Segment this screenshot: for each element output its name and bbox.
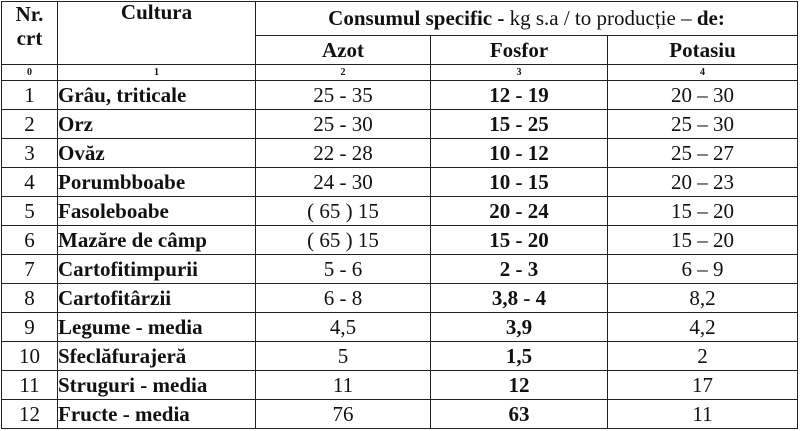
column-index-row [2,65,798,81]
table-row [2,168,798,197]
column-index: 2 [256,65,431,81]
row-number: 9 [2,313,58,342]
crop-name: Fructe - media [58,400,256,429]
row-number: 10 [2,342,58,371]
fosfor-value: 63 [431,400,608,429]
potasiu-value: 25 – 30 [608,110,798,139]
consumption-table [1,1,798,429]
column-index: 3 [431,65,608,81]
crop-name: Fasoleboabe [58,197,256,226]
fosfor-value: 10 - 15 [431,168,608,197]
azot-value: 25 - 35 [256,81,431,110]
header-azot: Azot [256,36,431,65]
table-row [2,400,798,429]
crop-name: Struguri - media [58,371,256,400]
header-nr-line2: crt [16,26,43,51]
row-number: 6 [2,226,58,255]
crop-name: Cartofitârzii [58,284,256,313]
fosfor-value: 1,5 [431,342,608,371]
header-nr-crt [2,2,58,65]
row-number: 2 [2,110,58,139]
table-row [2,371,798,400]
table-row [2,139,798,168]
header-consum-bold: Consumul specific - [328,6,505,30]
fosfor-value: 15 - 25 [431,110,608,139]
header-consum-de: de: [696,6,725,30]
column-index: 1 [58,65,256,81]
header-consum-specific [256,2,798,36]
table-body [2,81,798,429]
fosfor-value: 10 - 12 [431,139,608,168]
potasiu-value: 20 – 23 [608,168,798,197]
header-fosfor: Fosfor [431,36,608,65]
crop-name: Sfeclăfurajeră [58,342,256,371]
azot-value: 76 [256,400,431,429]
crop-name: Grâu, triticale [58,81,256,110]
header-row [2,2,798,36]
crop-name: Porumbboabe [58,168,256,197]
azot-value: 22 - 28 [256,139,431,168]
header-consum-unit: kg s.a / to producție – [504,6,697,30]
header-nr-line1: Nr. [15,2,44,26]
row-number: 7 [2,255,58,284]
fosfor-value: 3,8 - 4 [431,284,608,313]
azot-value: ( 65 ) 15 [256,197,431,226]
crop-name: Cartofitimpurii [58,255,256,284]
potasiu-value: 15 – 20 [608,226,798,255]
crop-name: Legume - media [58,313,256,342]
row-number: 8 [2,284,58,313]
azot-value: 6 - 8 [256,284,431,313]
row-number: 1 [2,81,58,110]
azot-value: 5 - 6 [256,255,431,284]
fosfor-value: 20 - 24 [431,197,608,226]
table-row [2,81,798,110]
header-cultura: Cultura [58,2,256,65]
azot-value: 4,5 [256,313,431,342]
column-index: 4 [608,65,798,81]
azot-value: ( 65 ) 15 [256,226,431,255]
row-number: 11 [2,371,58,400]
fosfor-value: 2 - 3 [431,255,608,284]
crop-name: Orz [58,110,256,139]
crop-name: Ovăz [58,139,256,168]
potasiu-value: 8,2 [608,284,798,313]
potasiu-value: 20 – 30 [608,81,798,110]
row-number: 4 [2,168,58,197]
table-row [2,110,798,139]
fosfor-value: 12 [431,371,608,400]
potasiu-value: 25 – 27 [608,139,798,168]
potasiu-value: 17 [608,371,798,400]
azot-value: 25 - 30 [256,110,431,139]
crop-name: Mazăre de câmp [58,226,256,255]
potasiu-value: 11 [608,400,798,429]
potasiu-value: 4,2 [608,313,798,342]
table-row [2,342,798,371]
table-row [2,226,798,255]
row-number: 5 [2,197,58,226]
potasiu-value: 2 [608,342,798,371]
azot-value: 5 [256,342,431,371]
header-potasiu: Potasiu [608,36,798,65]
row-number: 3 [2,139,58,168]
table-row [2,313,798,342]
azot-value: 11 [256,371,431,400]
fosfor-value: 3,9 [431,313,608,342]
potasiu-value: 15 – 20 [608,197,798,226]
fosfor-value: 12 - 19 [431,81,608,110]
column-index: 0 [2,65,58,81]
table-row [2,197,798,226]
table-row [2,255,798,284]
potasiu-value: 6 – 9 [608,255,798,284]
table-row [2,284,798,313]
row-number: 12 [2,400,58,429]
azot-value: 24 - 30 [256,168,431,197]
fosfor-value: 15 - 20 [431,226,608,255]
